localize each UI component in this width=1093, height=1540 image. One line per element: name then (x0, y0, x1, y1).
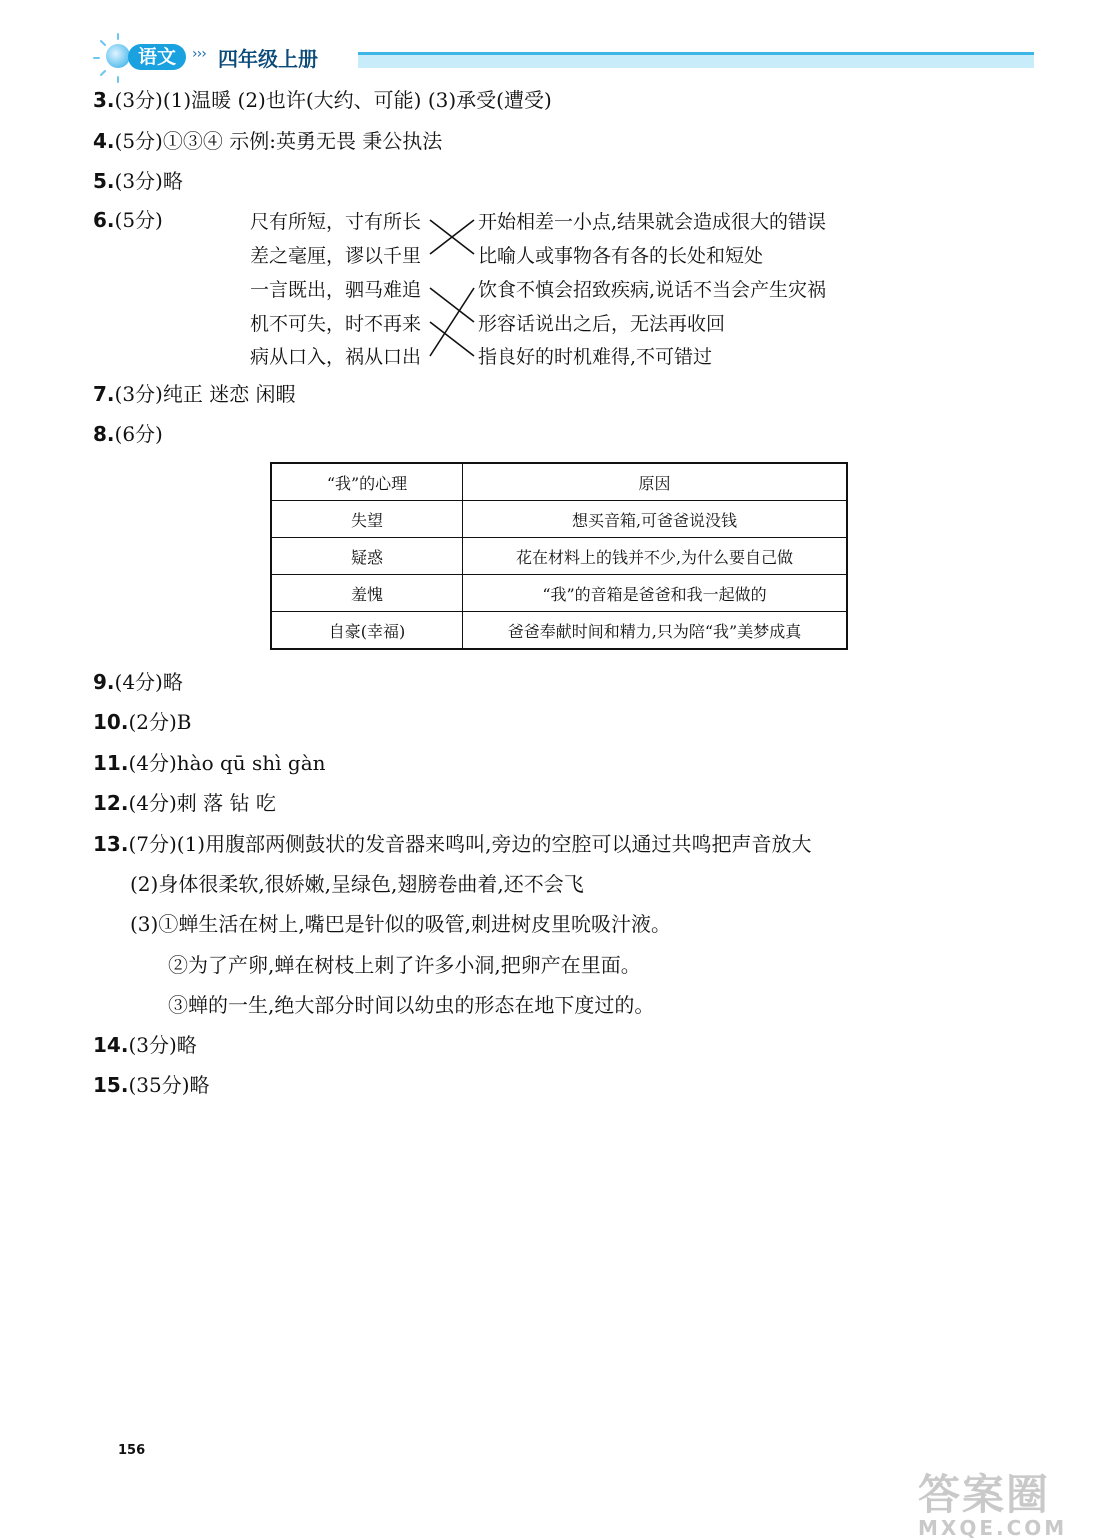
table-row (271, 612, 847, 650)
table-header: 原因 (463, 463, 848, 501)
idiom-item: 机不可失，时不再来 (250, 313, 422, 335)
answer-number: 8. (93, 422, 115, 446)
answer-number: 9. (93, 670, 115, 694)
answer-13 (93, 831, 811, 857)
table-cell: 羞愧 (271, 575, 463, 612)
answer-number: 5. (93, 169, 115, 193)
psychology-table (270, 462, 848, 650)
table-header-row (271, 463, 847, 501)
watermark-logo (918, 1462, 1078, 1540)
answer-text: (6分) (114, 422, 163, 446)
answer-7 (93, 381, 296, 407)
answer-11 (93, 750, 326, 776)
answer-number: 14. (93, 1033, 129, 1057)
meaning-item: 比喻人或事物各有各的长处和短处 (478, 245, 764, 267)
table-cell: 自豪(幸福) (271, 612, 463, 650)
answer-number: 12. (93, 791, 129, 815)
answer-text: (3分)略 (128, 1033, 197, 1057)
table-cell: 花在材料上的钱并不少,为什么要自己做 (463, 538, 848, 575)
sun-circle (106, 44, 130, 68)
answer-text: (5分)①③④ 示例:英勇无畏 秉公执法 (114, 129, 443, 153)
page-header (88, 38, 1033, 78)
table-cell: 想买音箱,可爸爸说没钱 (463, 501, 848, 538)
answer-text: (3分)纯正 迷恋 闲暇 (114, 382, 296, 406)
chevron-arrows-icon: ››› (192, 46, 206, 62)
meaning-item: 形容话说出之后，无法再收回 (478, 313, 726, 335)
answer-text: (7分)(1)用腹部两侧鼓状的发音器来鸣叫,旁边的空腔可以通过共鸣把声音放大 (128, 832, 812, 856)
table-cell: 爸爸奉献时间和精力,只为陪“我”美梦成真 (463, 612, 848, 650)
answer-14 (93, 1032, 197, 1058)
meaning-item: 指良好的时机难得,不可错过 (478, 346, 713, 368)
answer-text: (3分)略 (114, 169, 183, 193)
table-cell: 失望 (271, 501, 463, 538)
answer-13-part3-sub3: ③蝉的一生,绝大部分时间以幼虫的形态在地下度过的。 (168, 993, 655, 1017)
idiom-item: 尺有所短，寸有所长 (250, 211, 422, 233)
meaning-item: 开始相差一小点,结果就会造成很大的错误 (478, 211, 827, 233)
answer-9 (93, 669, 183, 695)
idiom-item: 一言既出，驷马难追 (250, 279, 422, 301)
table-cell: 疑惑 (271, 538, 463, 575)
answer-8 (93, 421, 163, 447)
answer-text: (4分)hào qū shì gàn (128, 751, 326, 775)
table-row (271, 575, 847, 612)
answer-15 (93, 1072, 210, 1098)
watermark-bottom: MXQE.COM (918, 1516, 1068, 1540)
answer-text: (35分)略 (128, 1073, 210, 1097)
watermark-top: 答案圈 (918, 1470, 1051, 1519)
answer-13-part3: (3)①蝉生活在树上,嘴巴是针似的吸管,刺进树皮里吮吸汁液。 (130, 912, 672, 936)
table-header: “我”的心理 (271, 463, 463, 501)
answer-4 (93, 128, 442, 154)
table-row (271, 538, 847, 575)
answer-number: 3. (93, 88, 115, 112)
answer-number: 11. (93, 751, 129, 775)
table-row (271, 501, 847, 538)
answer-text: (4分)略 (114, 670, 183, 694)
answer-text: (3分)(1)温暖 (2)也许(大约、可能) (3)承受(遭受) (114, 88, 552, 112)
answer-number: 4. (93, 129, 115, 153)
answer-5 (93, 168, 183, 194)
idiom-item: 病从口入，祸从口出 (250, 346, 422, 368)
answer-12 (93, 790, 276, 816)
answer-text: (2分)B (128, 710, 192, 734)
page-number: 156 (118, 1443, 146, 1458)
answer-13-part2: (2)身体很柔软,很娇嫩,呈绿色,翅膀卷曲着,还不会飞 (130, 872, 584, 896)
answer-number: 13. (93, 832, 129, 856)
answer-number: 6. (93, 208, 115, 232)
answer-6 (93, 207, 163, 233)
answer-3 (93, 87, 552, 113)
answer-13-part3-sub2: ②为了产卵,蝉在树枝上刺了许多小洞,把卵产在里面。 (168, 953, 641, 977)
answer-10 (93, 709, 191, 735)
answer-number: 10. (93, 710, 129, 734)
answer-number: 7. (93, 382, 115, 406)
match-line (430, 288, 474, 322)
subject-label: 语文 (128, 44, 186, 70)
answer-number: 15. (93, 1073, 129, 1097)
answer-text: (4分)刺 落 钻 吃 (128, 791, 276, 815)
meaning-item: 饮食不慎会招致疾病,说话不当会产生灾祸 (478, 279, 827, 301)
header-bar (358, 55, 1034, 68)
match-line (430, 288, 474, 356)
grade-label: 四年级上册 (218, 47, 318, 71)
matching-lines (428, 206, 478, 366)
match-line (430, 322, 474, 356)
answer-text: (5分) (114, 208, 163, 232)
table-cell: “我”的音箱是爸爸和我一起做的 (463, 575, 848, 612)
idiom-item: 差之毫厘，谬以千里 (250, 245, 422, 267)
